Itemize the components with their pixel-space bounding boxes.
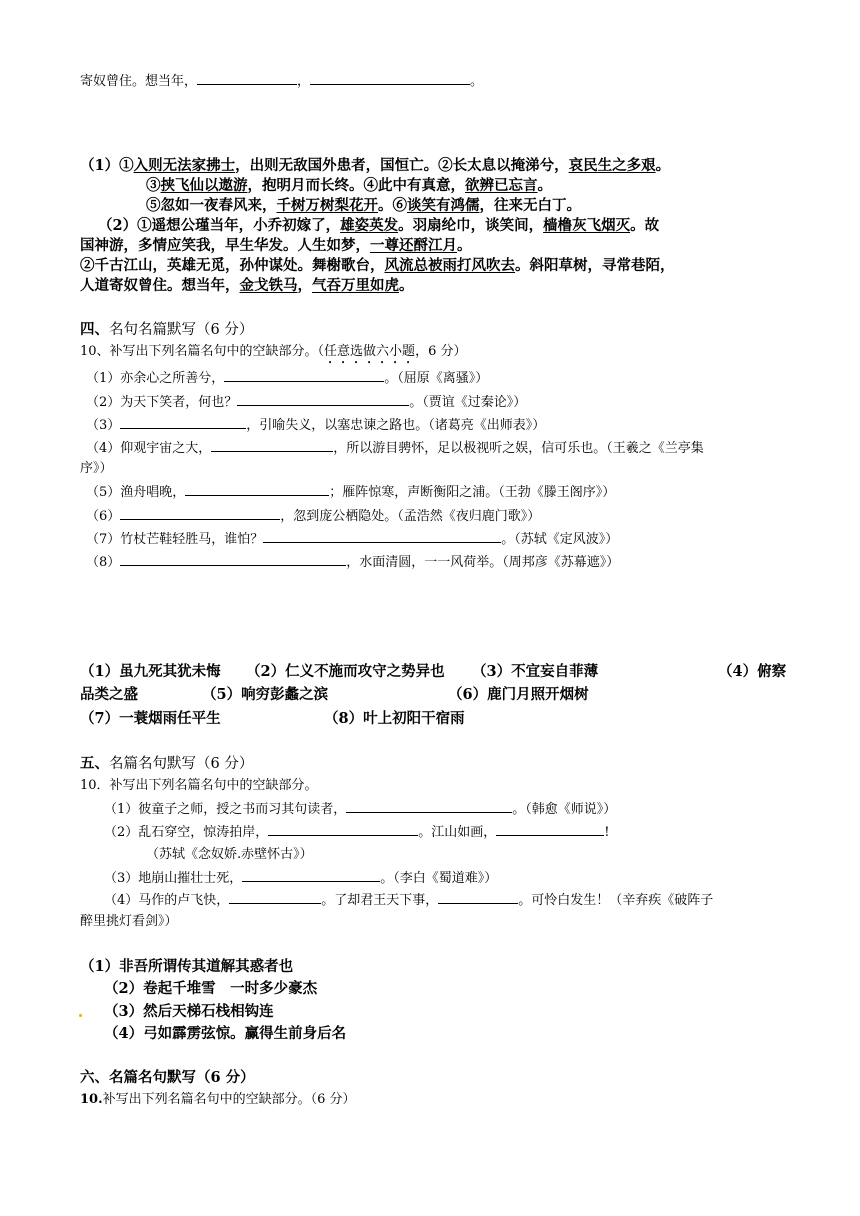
answer-line: ③挟飞仙以遨游，抱明月而长终。④此中有真意，欲辨已忘言。: [146, 177, 552, 194]
answer: （2）仁义不施而攻守之势异也: [246, 663, 445, 680]
question: （7）竹杖芒鞋轻胜马，谁怕？ 。（苏轼《定风波》）: [86, 532, 619, 547]
answer: （1）非吾所谓传其道解其惑者也: [80, 958, 294, 975]
answer-line: ②千古江山，英雄无觅，孙仲谋处。舞榭歌台，风流总被雨打风吹去。斜阳草树，寻常巷陌，: [80, 257, 675, 274]
top-line: 寄奴曾住。想当年， ， 。: [80, 74, 484, 89]
blank: [268, 823, 418, 836]
blank: [197, 72, 297, 85]
question: （5）渔舟唱晚， ；雁阵惊寒，声断衡阳之浦。（王勃《滕王阁序》）: [86, 485, 616, 500]
question-cont: （苏轼《念奴娇.赤壁怀古》）: [146, 847, 313, 862]
blank: [496, 823, 604, 836]
blank: [229, 891, 321, 904]
answer: （1）虽九死其犹未悔: [80, 663, 221, 680]
answer-line: ⑤忽如一夜春风来，千树万树梨花开。⑥谈笑有鸿儒，往来无白丁。: [146, 197, 581, 214]
question: （2）乱石穿空，惊涛拍岸， 。江山如画， !: [104, 825, 610, 840]
section-heading: 五、名篇名句默写（6 分）: [80, 755, 254, 772]
answer: （5）响穷彭蠡之滨: [202, 686, 329, 703]
question: （3）地崩山摧壮士死， 。（李白《蜀道难》）: [104, 871, 498, 886]
section-heading: 四、名句名篇默写（6 分）: [80, 321, 254, 338]
blank: [242, 869, 380, 882]
answer: （4）弓如霹雳弦惊。赢得生前身后名: [104, 1025, 347, 1042]
blank: [224, 369, 384, 382]
blank: [120, 416, 246, 429]
answer: （6）鹿门月照开烟树: [448, 686, 589, 703]
blank: [346, 800, 512, 813]
answer: （2）卷起千堆雪 一时多少豪杰: [104, 980, 318, 997]
instruction: 10.补写出下列名篇名句中的空缺部分。（6 分）: [80, 1092, 356, 1107]
question-cont: 醉里挑灯看剑》）: [80, 914, 178, 929]
answer-line: 国神游，多情应笑我，早生华发。人生如梦，一尊还酹江月。: [80, 237, 472, 254]
answer: （8）叶上初阳干宿雨: [324, 710, 465, 727]
question: （8） ，水面清圆，一一风荷举。（周邦彦《苏幕遮》）: [86, 555, 620, 570]
answer-line: （2）①遥想公瑾当年，小乔初嫁了，雄姿英发。羽扇纶巾，谈笑间，樯橹灰飞烟灭。故: [98, 217, 660, 234]
marker-dot: [79, 1014, 82, 1017]
blank: [263, 530, 501, 543]
instruction: 10．补写出下列名篇名句中的空缺部分。: [80, 778, 318, 793]
question: （1）彼童子之师，授之书而习其句读者， 。（韩愈《师说》）: [104, 802, 617, 817]
blank: [237, 393, 409, 406]
answer: （3）然后天梯石栈相钩连: [104, 1003, 274, 1020]
answer: （3）不宜妄自菲薄: [472, 663, 599, 680]
blank: [310, 72, 470, 85]
question: （1）亦余心之所善兮， 。（屈原《离骚》）: [86, 371, 489, 386]
blank: [185, 483, 329, 496]
question: （4）仰观宇宙之大， ，所以游目骋怀，足以极视听之娱，信可乐也。（王羲之《兰亭集: [86, 441, 704, 456]
answer-line: 人道寄奴曾住。想当年，金戈铁马，气吞万里如虎。: [80, 277, 414, 294]
blank: [211, 439, 333, 452]
section-heading: 六、名篇名句默写（6 分）: [80, 1069, 255, 1086]
question: （6） ，忽到庞公栖隐处。（孟浩然《夜归鹿门歌》）: [86, 509, 541, 524]
blank: [120, 507, 280, 520]
question: （4）马作的卢飞快， 。了却君王天下事， 。可怜白发生！（辛弃疾《破阵子: [104, 893, 714, 908]
answer: （7）一蓑烟雨任平生: [80, 710, 221, 727]
answer-line: （1）①入则无法家拂士，出则无敌国外患者，国恒亡。②长太息以掩涕兮，哀民生之多艰。: [80, 157, 671, 174]
question-cont: 序》）: [80, 461, 113, 476]
answer: 品类之盛: [80, 686, 138, 703]
blank: [120, 553, 346, 566]
answer: （4）俯察: [718, 663, 787, 680]
question: （3） ，引喻失义，以塞忠谏之路也。（诸葛亮《出师表》）: [86, 418, 546, 433]
instruction: 10、补写出下列名篇名句中的空缺部分。（任意选做六小题，6 分）: [80, 344, 467, 359]
question: （2）为天下笑者，何也？ 。（贾谊《过秦论》）: [86, 395, 527, 410]
blank: [438, 891, 518, 904]
